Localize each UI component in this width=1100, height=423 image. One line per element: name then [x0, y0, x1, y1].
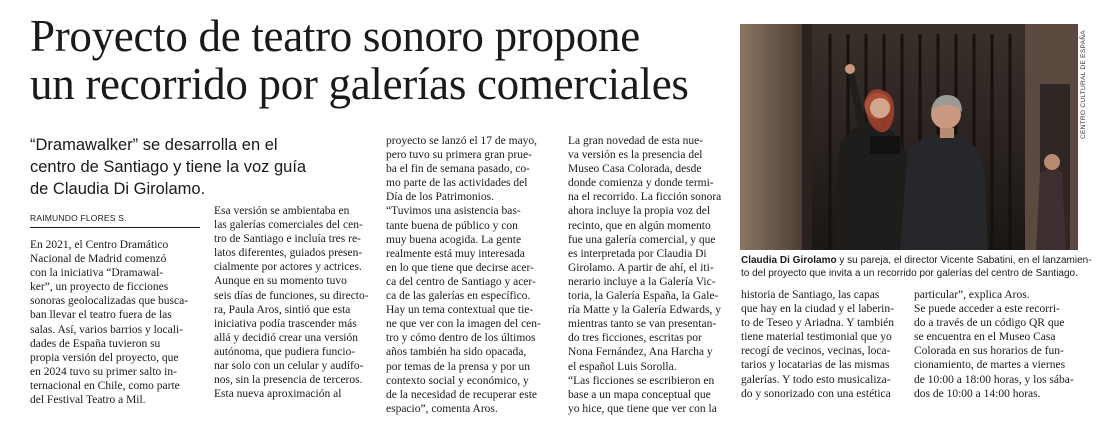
caption-name: Claudia Di Girolamo [741, 255, 837, 266]
article-line: do y sonorizado con una estética [741, 387, 891, 400]
article-line: tro de Santiago e incluía tres re- [214, 233, 361, 246]
article-line: na el recorrido. La ficción sonora [568, 191, 722, 204]
headline-line-2: un recorrido por galerías comerciales [30, 59, 689, 109]
headline [30, 12, 730, 108]
article-line: de 10:00 a 18:00 horas, y los sába- [914, 373, 1074, 386]
article-line: proyecto se lanzó el 17 de mayo, [386, 135, 538, 147]
photo-illustration [740, 24, 1078, 250]
article-line: por temas de la prensa y por un [386, 360, 531, 373]
article-column-4 [568, 134, 738, 416]
article-line: autónoma, que pudiera funcio- [214, 345, 356, 358]
subheadline-line-3: de Claudia Di Girolamo. [30, 180, 206, 198]
article-line: ban llevar el teatro fuera de las [30, 309, 172, 322]
subheadline-line-2: centro de Santiago y tiene la voz guía [30, 158, 307, 176]
subheadline [30, 134, 350, 200]
article-line: ker”, un proyecto de ficciones [30, 281, 169, 294]
article-line: Esa versión se ambientaba en [214, 205, 350, 217]
article-line: que hay en la ciudad y el laberin- [741, 303, 894, 316]
article-line: ternacional en Chile, como parte [30, 379, 180, 392]
headline-line-1: Proyecto de teatro sonoro propone [30, 11, 640, 61]
article-line: va versión es la presencia del [568, 149, 703, 162]
article-line: Nacional de Madrid comenzó [30, 253, 167, 266]
article-column-5 [741, 288, 911, 401]
article-line: con la iniciativa “Dramawal- [30, 267, 164, 280]
article-line: yo hice, que tiene que ver con la [568, 402, 717, 415]
article-line: ca de las galerías en específico. [386, 290, 531, 303]
article-line: En 2021, el Centro Dramático [30, 239, 169, 251]
article-line: espacio”, comenta Aros. [386, 402, 498, 415]
article-column-1 [30, 238, 200, 407]
author-byline: RAIMUNDO FLORES S. [30, 213, 200, 228]
article-line: Día de los Patrimonios. [386, 191, 494, 204]
article-line: ba el fin de semana pasado, co- [386, 163, 531, 176]
article-line: Museo Casa Colorada, desde [568, 163, 702, 176]
article-line: contexto social y económico, y [386, 374, 529, 387]
article-line: del Festival Teatro a Mil. [30, 394, 146, 407]
article-line: Girolamo. A partir de ahí, el iti- [568, 261, 714, 274]
article-line: ría Matte y la Galería Edwards, y [568, 304, 721, 317]
article-line: toria, la Galería España, la Gale- [568, 290, 719, 303]
article-line: es interpretada por Claudia Di [568, 247, 707, 260]
article-line: La gran novedad de esta nue- [568, 135, 704, 147]
article-line: seis días de funciones, su directo- [214, 289, 369, 302]
article-column-3 [386, 134, 556, 416]
article-line: galerías. Y todo esto musicaliza- [741, 373, 891, 386]
caption-line-1-text: y su pareja, el director Vicente Sabatini, en el lanzamien- [836, 255, 1092, 266]
article-column-2 [214, 204, 384, 401]
article-line: particular”, explica Aros. [914, 289, 1030, 301]
article-line: de la necesidad de recuperar este [386, 388, 538, 401]
article-line: propia versión del proyecto, que [30, 351, 179, 364]
article-line: tro y cómo dentro de los últimos [386, 332, 536, 345]
article-line: tante buena de público y con [386, 219, 518, 232]
article-line: Nona Fernández, Ana Harcha y [568, 346, 713, 359]
article-line: el español Luis Sorolla. [568, 360, 677, 373]
article-line: ra, Paula Aros, sintió que esta [214, 303, 351, 316]
caption-line-1 [741, 254, 1092, 267]
article-line: cialmente por actores y actrices. [214, 261, 362, 274]
article-line: base a un mapa conceptual que [568, 388, 711, 401]
article-line: nerario incluye a la Galería Vic- [568, 275, 716, 288]
article-line: allá y decidió crear una versión [214, 331, 359, 344]
article-line: cionamiento, de martes a viernes [914, 359, 1066, 372]
article-line: salas. Así, varios barrios y locali- [30, 323, 183, 336]
article-line: en lo que tiene que decirse acer- [386, 261, 534, 274]
article-line: nar solo con un celular y audífo- [214, 360, 364, 373]
article-photo [740, 24, 1078, 250]
article-line: años también ha sido opacada, [386, 346, 527, 359]
article-line: mientras tanto se van presentan- [568, 318, 717, 331]
article-line: “Tuvimos una asistencia bas- [386, 205, 521, 218]
photo-caption [741, 254, 1092, 280]
article-line: latos diferentes, guiados presen- [214, 247, 363, 260]
article-line: pero tuvo su primera gran prue- [386, 149, 532, 162]
article-line: Esta nueva aproximación al [214, 388, 342, 401]
article-line: to de Teseo y Ariadna. Y también [741, 317, 895, 330]
article-line: historia de Santiago, las capas [741, 289, 880, 301]
article-line: tarios y locatarias de las mismas [741, 359, 890, 372]
article-line: se encuentra en el Museo Casa [914, 331, 1056, 344]
article-line: Se puede acceder a este recorri- [914, 303, 1060, 316]
article-line: las galerías comerciales del cen- [214, 219, 363, 232]
article-line: do a través de un código QR que [914, 317, 1065, 330]
photo-credit: CENTRO CULTURAL DE ESPAÑA [1080, 30, 1087, 139]
article-line: recinto, que en algún momento [568, 219, 711, 232]
article-line: en 2024 tuvo su primer salto in- [30, 365, 177, 378]
article-line: realmente está muy interesada [386, 247, 525, 260]
article-line: nos, sin la presencia de terceros. [214, 374, 363, 387]
article-line: tiene material testimonial que yo [741, 331, 892, 344]
article-line: Hay un tema contextual que tie- [386, 304, 534, 317]
article-line: iniciativa podía trascender más [214, 317, 357, 330]
article-line: ahora incluye la propia voz del [568, 205, 711, 218]
article-column-6 [914, 288, 1084, 401]
article-line: ca del centro de Santiago y acer- [386, 275, 536, 288]
article-line: ne que ver con la imagen del cen- [386, 318, 541, 331]
article-line: dades de España tuvieron su [30, 337, 161, 350]
article-line: donde comienza y donde termi- [568, 177, 714, 190]
article-line: Aunque en su momento tuvo [214, 275, 347, 288]
subheadline-line-1: “Dramawalker” se desarrolla en el [30, 136, 278, 154]
article-line: mo parte de las actividades del [386, 177, 528, 190]
article-line: muy buena acogida. La gente [386, 233, 522, 246]
article-line: dos de 10:00 a 14:00 horas. [914, 387, 1041, 400]
article-line: recogí de vecinos, vecinas, loca- [741, 345, 891, 358]
article-line: sonoras geolocalizadas que busca- [30, 295, 189, 308]
caption-line-2: to del proyecto que invita a un recorrido por galerías del centro de Santiago. [741, 268, 1078, 279]
article-line: do tres ficciones, escritas por [568, 332, 702, 345]
article-line: Colorada en sus horarios de fun- [914, 345, 1064, 358]
article-line: fue una galería comercial, y que [568, 233, 716, 246]
article-line: “Las ficciones se escribieron en [568, 374, 715, 387]
